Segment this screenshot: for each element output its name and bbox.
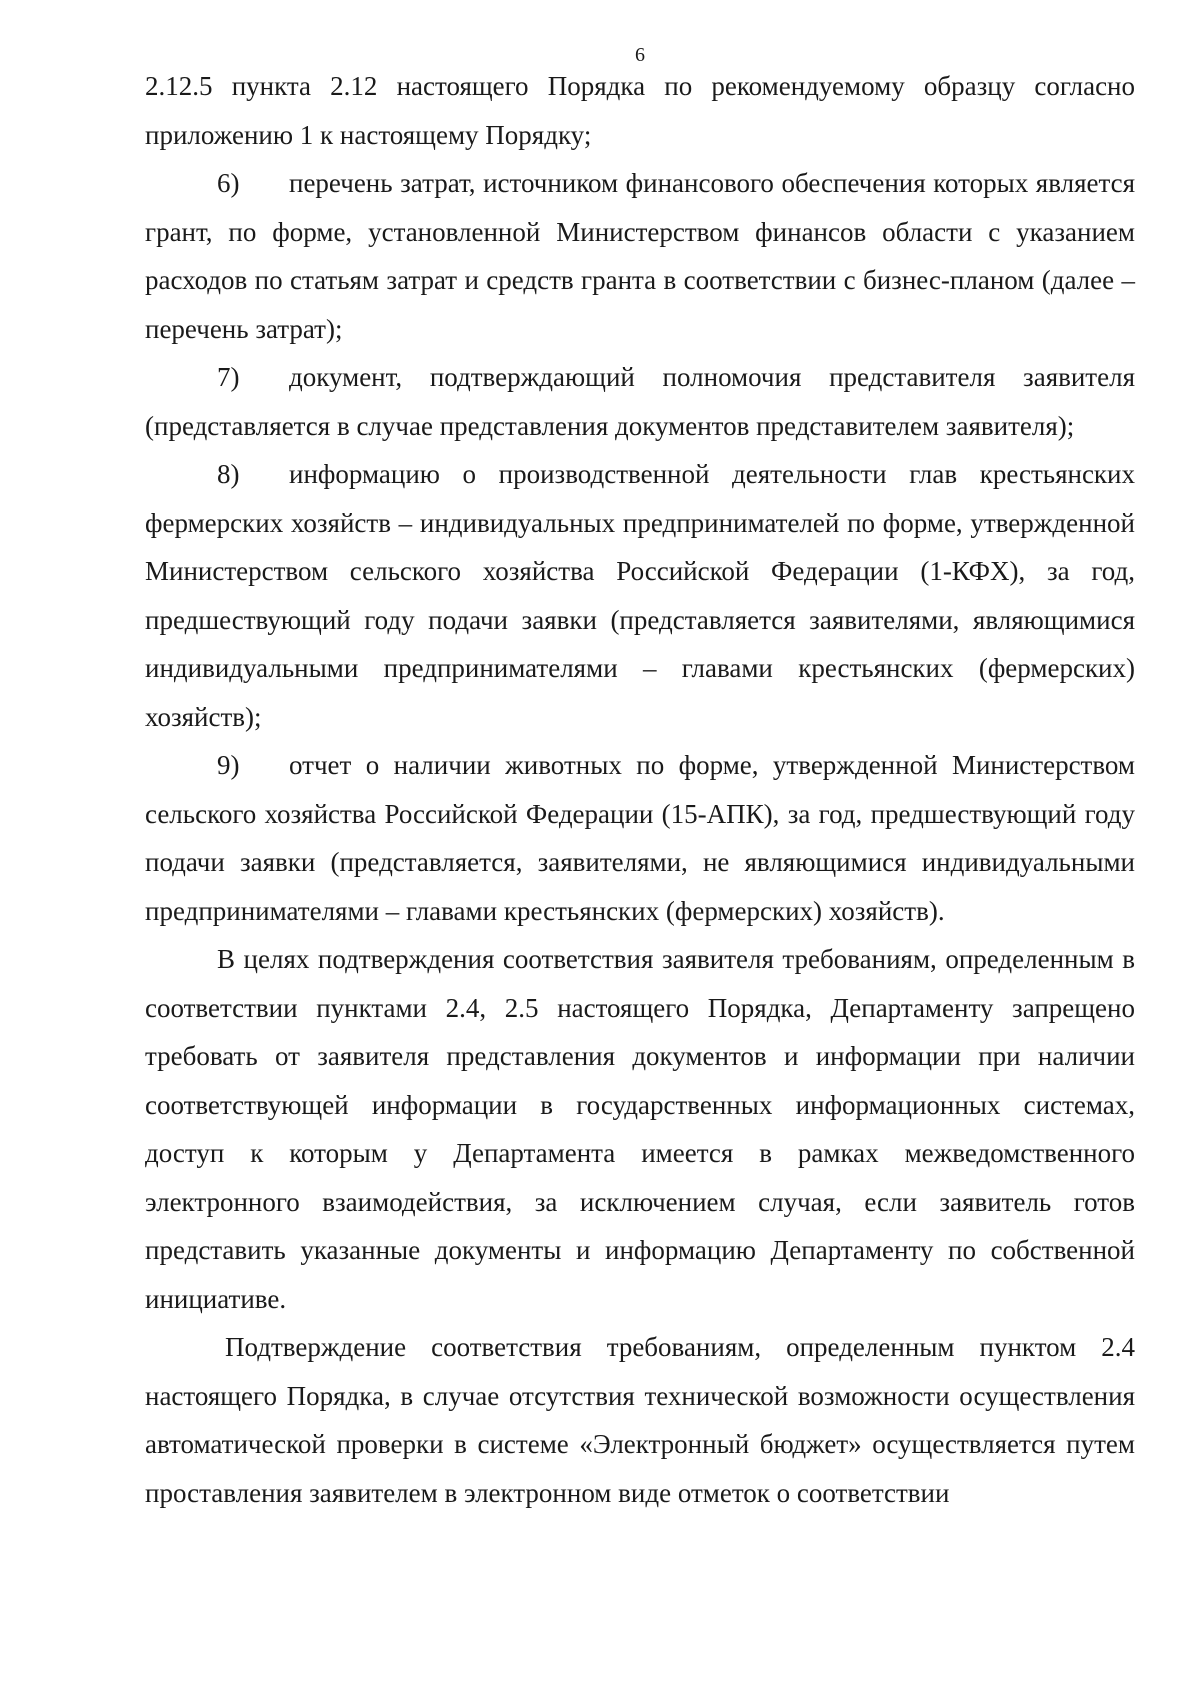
list-number: 8)	[217, 459, 240, 489]
page-number: 6	[635, 44, 645, 66]
list-number: 7)	[217, 362, 240, 392]
paragraph-confirmation: Подтверждение соответствия требованиям, определенным пунктом 2.4 настоящего Порядка, в случае отсутствия технической возможности осуществления автоматической проверки в системе «Электронный бюджет» осуществляется путем проставления заявителем в электронном виде отметок о соответствии	[145, 1332, 1135, 1508]
list-item-text: перечень затрат, источником финансового обеспечения которых является грант, по форме, установленной Министерством финансов области с указанием расходов по статьям затрат и средств гранта в соответствии с бизнес-планом (далее – перечень затрат);	[145, 168, 1135, 344]
paragraph-continuation: 2.12.5 пункта 2.12 настоящего Порядка по рекомендуемому образцу согласно приложению 1 к настоящему Порядку;	[145, 71, 1135, 150]
list-item-9	[145, 741, 1135, 935]
list-item-8	[145, 450, 1135, 741]
list-item-text: документ, подтверждающий полномочия представителя заявителя (представляется в случае представления документов представителем заявителя);	[145, 362, 1135, 441]
list-item-6	[145, 159, 1135, 353]
list-item-text: отчет о наличии животных по форме, утвержденной Министерством сельского хозяйства Российской Федерации (15-АПК), за год, предшествующий году подачи заявки (представляется, заявителями, не являющимися индивидуальными предпринимателями – главами крестьянских (фермерских) хозяйств).	[145, 750, 1135, 926]
list-number: 6)	[217, 168, 240, 198]
paragraph-verification: В целях подтверждения соответствия заявителя требованиям, определенным в соответствии пунктами 2.4, 2.5 настоящего Порядка, Департаменту запрещено требовать от заявителя представления документов и информации при наличии соответствующей информации в государственных информационных системах, доступ к которым у Департамента имеется в рамках межведомственного электронного взаимодействия, за исключением случая, если заявитель готов представить указанные документы и информацию Департаменту по собственной инициативе.	[145, 944, 1135, 1314]
list-item-text: информацию о производственной деятельности глав крестьянских фермерских хозяйств – индивидуальных предпринимателей по форме, утвержденной Министерством сельского хозяйства Российской Федерации (1-КФХ), за год, предшествующий году подачи заявки (представляется заявителями, являющимися индивидуальными предпринимателями – главами крестьянских (фермерских) хозяйств);	[145, 459, 1135, 732]
document-body	[145, 62, 1135, 1517]
list-item-7	[145, 353, 1135, 450]
list-number: 9)	[217, 750, 240, 780]
